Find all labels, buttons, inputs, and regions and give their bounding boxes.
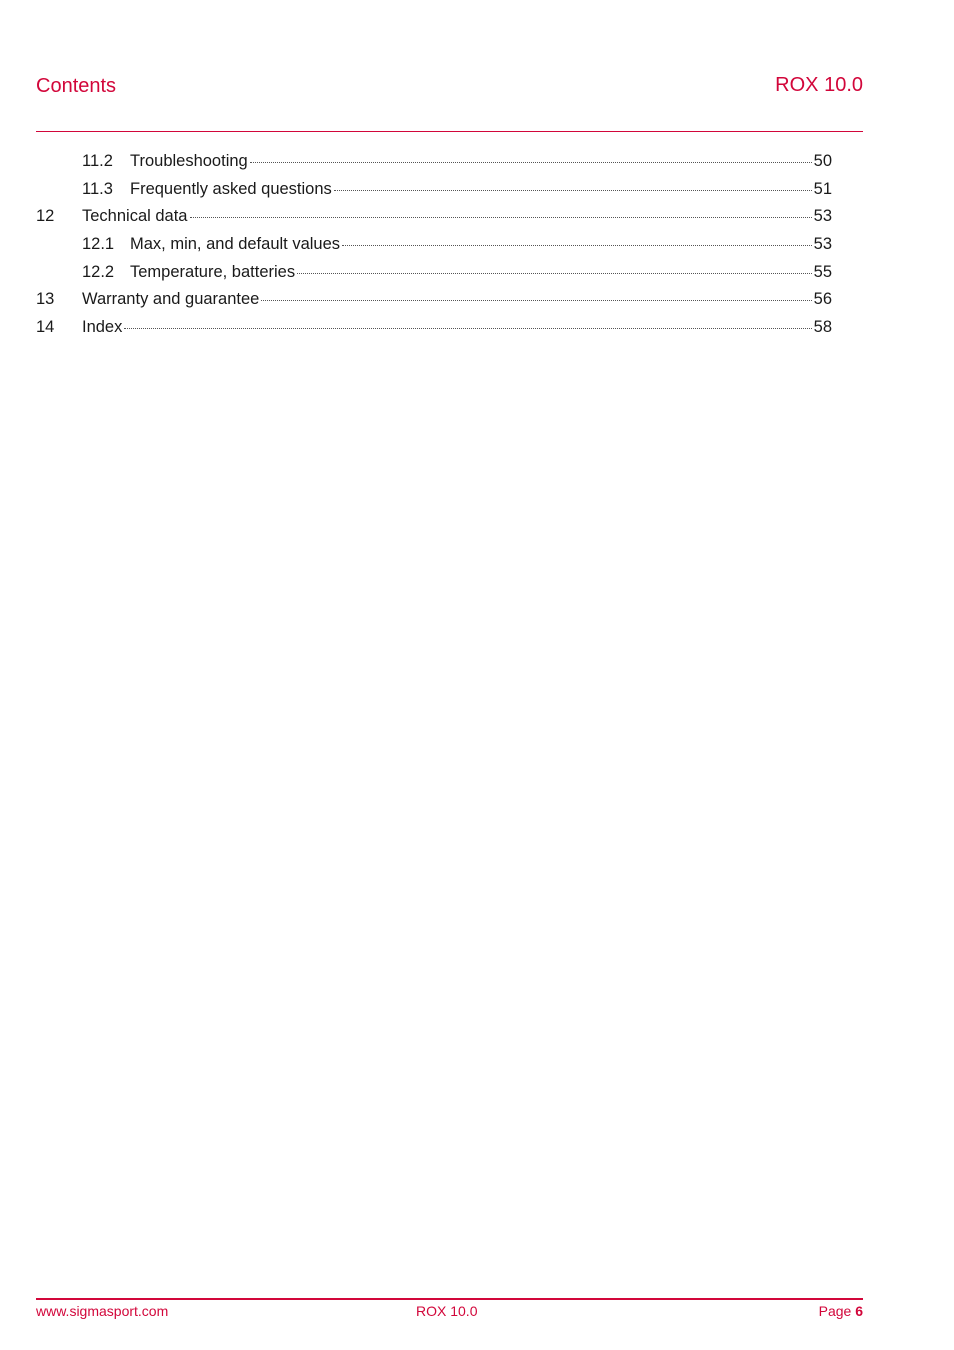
toc-leader xyxy=(250,162,812,163)
toc-number: 11.3 xyxy=(82,179,113,198)
toc-leader xyxy=(124,328,811,329)
toc-page-number: 53 xyxy=(813,207,832,226)
toc-number: 14 xyxy=(36,318,55,337)
toc-number: 12 xyxy=(36,207,55,226)
toc-page-number: 53 xyxy=(813,235,832,254)
toc-entry[interactable] xyxy=(36,259,832,287)
toc-leader xyxy=(342,245,812,246)
header-divider xyxy=(36,131,863,132)
toc-leader xyxy=(261,300,811,301)
toc-entry[interactable] xyxy=(36,314,832,342)
page-indicator xyxy=(819,1303,863,1319)
toc-title: Troubleshooting xyxy=(130,152,248,170)
toc-title: Frequently asked questions xyxy=(130,179,332,198)
toc-entry[interactable] xyxy=(36,286,832,314)
footer-divider xyxy=(36,1298,863,1300)
toc-title: Warranty and guarantee xyxy=(82,290,260,309)
table-of-contents xyxy=(36,148,832,342)
toc-leader xyxy=(190,217,812,218)
toc-title: Index xyxy=(82,318,123,337)
toc-leader xyxy=(334,190,812,191)
toc-page-number: 51 xyxy=(813,179,832,198)
page-label: Page xyxy=(818,1303,852,1319)
toc-title: Temperature, batteries xyxy=(130,262,296,281)
toc-leader xyxy=(297,273,812,274)
section-title: Contents xyxy=(36,75,117,97)
toc-entry[interactable] xyxy=(36,203,832,231)
toc-page-number: 55 xyxy=(813,262,832,281)
toc-page-number: 50 xyxy=(813,152,832,170)
toc-number: 12.1 xyxy=(82,235,115,254)
website-link[interactable]: www.sigmasport.com xyxy=(36,1303,169,1319)
toc-title: Max, min, and default values xyxy=(130,235,341,254)
toc-entry[interactable] xyxy=(36,148,832,176)
toc-page-number: 56 xyxy=(813,290,832,309)
toc-entry[interactable] xyxy=(36,176,832,204)
product-title: ROX 10.0 xyxy=(775,74,863,96)
toc-number: 11.2 xyxy=(82,152,113,170)
footer-product: ROX 10.0 xyxy=(416,1303,478,1319)
page-number: 6 xyxy=(855,1303,863,1319)
toc-entry[interactable] xyxy=(36,231,832,259)
toc-number: 12.2 xyxy=(82,262,115,281)
toc-number: 13 xyxy=(36,290,55,309)
toc-page-number: 58 xyxy=(813,318,832,337)
toc-title: Technical data xyxy=(82,207,188,226)
